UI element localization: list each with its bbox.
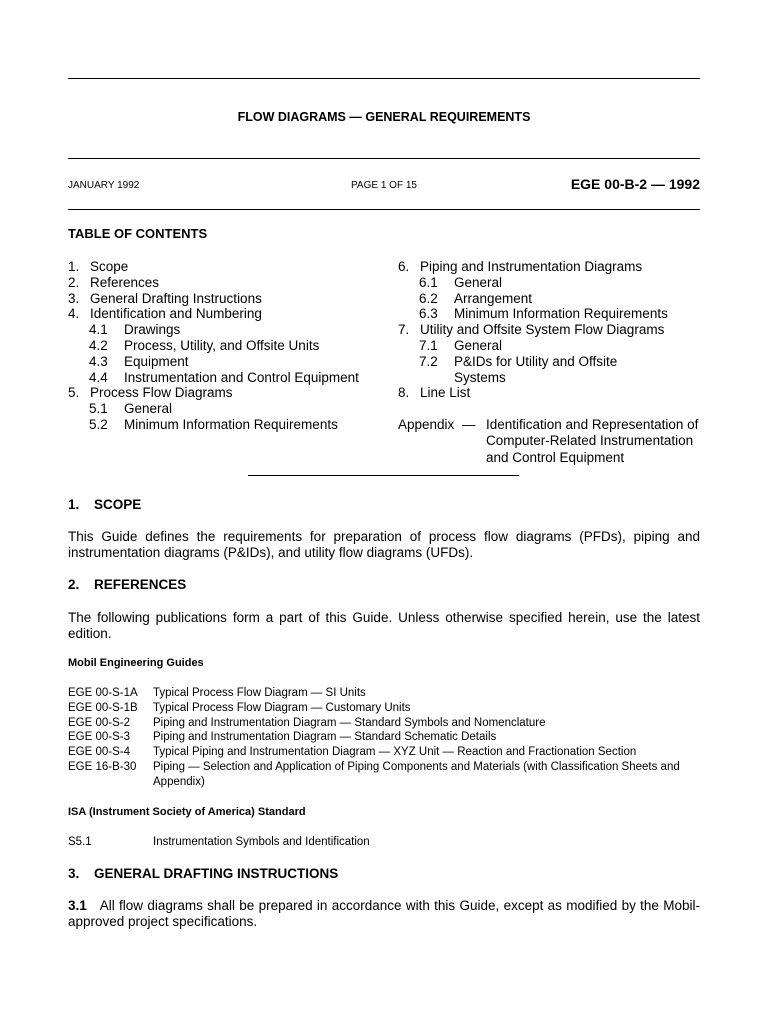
reference-code: EGE 16-B-30 (68, 760, 137, 773)
toc-item (68, 322, 388, 338)
section-3-title: GENERAL DRAFTING INSTRUCTIONS (94, 866, 339, 881)
toc-item-number: 6.1 (419, 274, 438, 290)
section-2-number: 2. (68, 577, 80, 592)
toc-item-label: General Drafting Instructions (90, 290, 262, 306)
toc-item-label: Instrumentation and Control Equipment (124, 369, 359, 385)
document-id: EGE 00-B-2 — 1992 (570, 176, 700, 192)
toc-item-number: 6.2 (419, 290, 438, 306)
references-paragraph: The following publications form a part of this Guide. Unless otherwise specified herein, use the latest edition. (68, 610, 700, 641)
toc-item-number: 4.3 (89, 353, 108, 369)
toc-item-label: Scope (90, 259, 129, 274)
reference-item (68, 701, 700, 716)
appendix-line: Identification and Representation of (486, 417, 699, 432)
toc-item (398, 291, 703, 307)
toc-item (68, 401, 388, 417)
toc-item (398, 370, 703, 386)
toc-item (68, 385, 388, 401)
toc-item (68, 306, 388, 322)
toc-item (398, 259, 703, 275)
toc-item-label: References (90, 274, 160, 290)
reference-code: EGE 00-S-2 (68, 716, 130, 729)
reference-item (68, 835, 700, 850)
toc-item-number: 4. (68, 306, 80, 322)
toc-heading: TABLE OF CONTENTS (68, 226, 208, 241)
toc-item (68, 370, 388, 386)
toc-item (68, 417, 388, 433)
paragraph-text: All flow diagrams shall be prepared in accordance with this Guide, except as modified by the Mobil-approved project specifications. (68, 898, 700, 929)
isa-reference-list (68, 835, 700, 850)
section-1-title: SCOPE (94, 497, 142, 512)
section-3-heading (68, 866, 338, 881)
reference-title: Typical Process Flow Diagram — SI Units (153, 687, 366, 699)
toc-item-number: 4.2 (89, 337, 108, 353)
reference-code: EGE 00-S-1A (68, 687, 138, 699)
reference-item (68, 730, 700, 745)
toc-item-number: 4.4 (89, 369, 108, 385)
document-date: JANUARY 1992 (68, 180, 140, 191)
toc-item (398, 338, 703, 354)
toc-item-label: Arrangement (454, 290, 533, 306)
toc-item-label: Equipment (124, 353, 189, 369)
toc-item-label: Drawings (124, 322, 181, 338)
toc-item-number: 3. (68, 290, 80, 306)
toc-item (398, 275, 703, 291)
reference-title: Piping and Instrumentation Diagram — Standard Schematic Details (153, 731, 497, 744)
toc-item-number: 5.1 (89, 401, 108, 417)
reference-item (68, 745, 700, 760)
toc-item (68, 291, 388, 307)
toc-item (398, 354, 703, 370)
appendix-label: Appendix (398, 417, 455, 432)
toc-item-number: 7. (398, 322, 410, 338)
toc-item-number: 6.3 (419, 306, 438, 322)
toc-item (398, 385, 703, 401)
toc-item-number: 5.2 (89, 416, 108, 432)
reference-item (68, 760, 700, 790)
isa-standard-heading: ISA (Instrument Society of America) Standard (68, 806, 306, 818)
drafting-paragraph-3-1 (68, 898, 700, 930)
toc-divider (248, 475, 519, 476)
toc-item-label: Minimum Information Requirements (454, 306, 668, 322)
toc-item-label: Piping and Instrumentation Diagrams (420, 259, 643, 274)
toc-item-number: 6. (398, 259, 410, 274)
toc-item (398, 306, 703, 322)
toc-item (68, 275, 388, 291)
top-rule (68, 78, 700, 79)
reference-item (68, 686, 700, 701)
document-title: FLOW DIAGRAMS — GENERAL REQUIREMENTS (237, 110, 531, 124)
toc-item (398, 322, 703, 338)
section-3-number: 3. (68, 866, 80, 881)
scope-paragraph: This Guide defines the requirements for preparation of process flow diagrams (PFDs), piping and instrumentation diagrams (P&IDs), and utility flow diagrams (UFDs). (68, 529, 700, 560)
mobil-reference-list (68, 686, 700, 790)
toc-item-label: General (124, 401, 173, 417)
reference-title: Piping — Selection and Application of Piping Components and Materials (with Classification Sheets and Appendix) (153, 760, 680, 788)
header-rule (68, 209, 700, 210)
toc-item (68, 259, 388, 275)
paragraph-number: 3.1 (68, 898, 87, 913)
toc-item-label: General (454, 274, 503, 290)
toc-item-number: 5. (68, 385, 80, 401)
reference-code: EGE 00-S-1B (68, 701, 138, 714)
toc-item (68, 354, 388, 370)
reference-title: Typical Process Flow Diagram — Customary Units (153, 701, 411, 714)
toc-item-number: 8. (398, 385, 410, 401)
toc-item-label: P&IDs for Utility and Offsite (454, 353, 618, 369)
reference-title: Instrumentation Symbols and Identification (153, 836, 370, 848)
toc-item-label: General (454, 337, 503, 353)
page-number: PAGE 1 OF 15 (351, 180, 417, 191)
section-1-heading (68, 497, 141, 512)
appendix-dash: — (462, 417, 476, 432)
toc-left-column (68, 259, 388, 433)
section-2-title: REFERENCES (94, 577, 187, 592)
toc-item-label: Utility and Offsite System Flow Diagrams (420, 322, 665, 338)
toc-item (68, 338, 388, 354)
toc-item-number: 7.2 (419, 353, 438, 369)
toc-item-number: 7.1 (419, 337, 438, 353)
toc-item-label: Process Flow Diagrams (90, 385, 233, 401)
toc-item-label: Minimum Information Requirements (124, 416, 338, 432)
appendix-line: and Control Equipment (486, 449, 625, 465)
mobil-guides-heading: Mobil Engineering Guides (68, 657, 204, 669)
reference-title: Piping and Instrumentation Diagram — Standard Symbols and Nomenclature (153, 716, 546, 729)
toc-item-number: 1. (68, 259, 80, 274)
appendix-line: Computer-Related Instrumentation (486, 433, 694, 449)
toc-item-label: Line List (420, 385, 471, 401)
toc-item-label: Systems (454, 369, 506, 385)
section-1-number: 1. (68, 497, 80, 512)
reference-code: EGE 00-S-3 (68, 731, 130, 744)
reference-code: S5.1 (68, 836, 92, 848)
toc-item-label: Process, Utility, and Offsite Units (124, 337, 320, 353)
toc-item-label: Identification and Numbering (90, 306, 262, 322)
reference-title: Typical Piping and Instrumentation Diagram — XYZ Unit — Reaction and Fractionation Section (153, 746, 637, 759)
toc-item-number: 2. (68, 274, 80, 290)
toc-item-number: 4.1 (89, 322, 108, 338)
section-2-heading (68, 577, 186, 592)
toc-right-column (398, 259, 703, 401)
reference-item (68, 716, 700, 731)
title-rule (68, 158, 700, 159)
reference-code: EGE 00-S-4 (68, 746, 130, 759)
